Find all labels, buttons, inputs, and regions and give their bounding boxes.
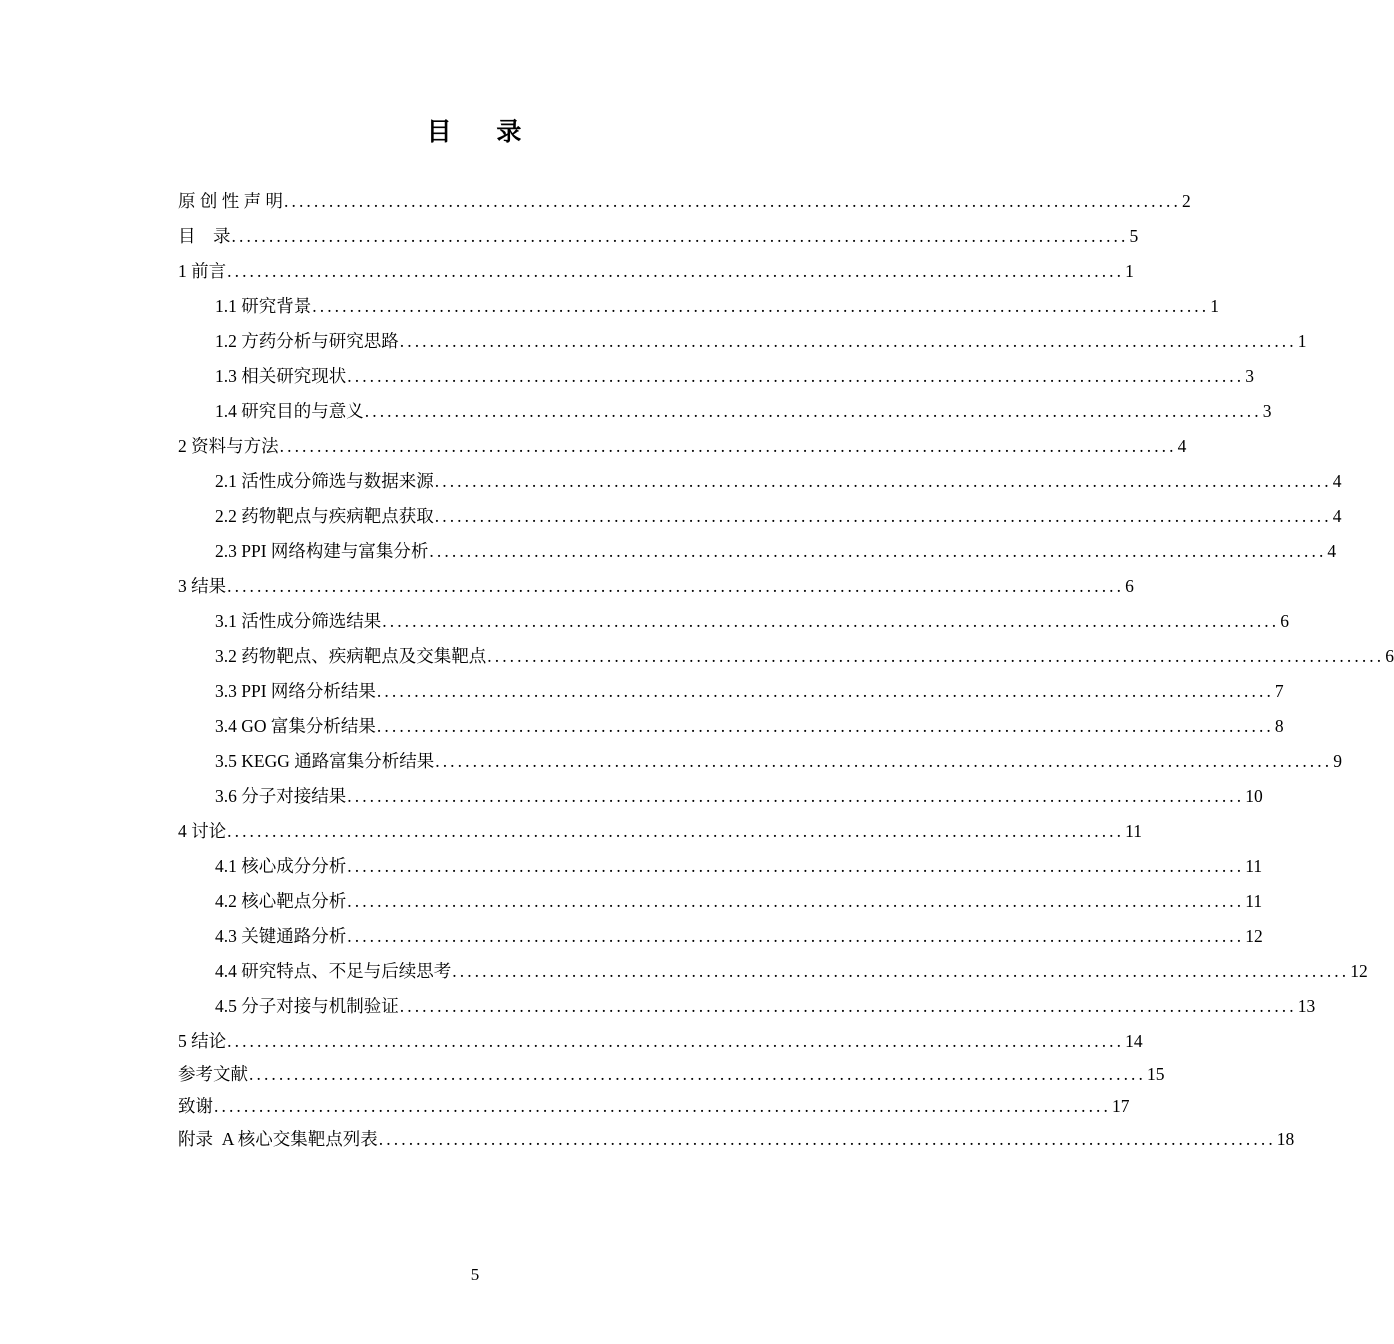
toc-entry[interactable]: [178, 672, 1284, 707]
toc-entry-label: 2.3 PPI 网络构建与富集分析: [215, 541, 429, 561]
toc-entry-page: 17: [1112, 1096, 1130, 1116]
toc-entry-label: 2.2 药物靶点与疾病靶点获取: [215, 506, 434, 526]
toc-entry-page: 10: [1245, 786, 1263, 806]
toc-entry-page: 6: [1125, 576, 1134, 596]
toc-entry-page: 9: [1333, 751, 1342, 771]
toc-entry[interactable]: [178, 637, 1394, 672]
toc-leader-dots: ........................................................................................................................: [399, 996, 1297, 1016]
toc-entry-label: 3.3 PPI 网络分析结果: [215, 681, 376, 701]
toc-entry-page: 1: [1125, 261, 1134, 281]
toc-entry[interactable]: [178, 217, 1139, 252]
toc-entry-label: 4.1 核心成分分析: [215, 856, 347, 876]
toc-entry[interactable]: [178, 882, 1263, 917]
toc-leader-dots: ........................................................................................................................: [312, 296, 1210, 316]
toc-entry[interactable]: [178, 497, 1342, 532]
toc-entry[interactable]: [178, 357, 1254, 392]
toc-entry-page: 2: [1182, 191, 1191, 211]
page-number: 5: [470, 1265, 480, 1284]
toc-entry[interactable]: [178, 952, 1368, 987]
toc-entry-page: 7: [1274, 681, 1284, 701]
toc-leader-dots: ........................................................................................................................: [429, 541, 1327, 561]
toc-entry-page: 11: [1245, 856, 1263, 876]
toc-entry-label: 5 结论: [178, 1031, 227, 1051]
toc-entry[interactable]: [178, 1057, 1165, 1090]
toc-entry[interactable]: [178, 567, 1134, 602]
toc-leader-dots: ........................................................................................................................: [347, 856, 1245, 876]
toc-leader-dots: ........................................................................................................................: [435, 751, 1333, 771]
toc-entry[interactable]: [178, 427, 1187, 462]
toc-leader-dots: ........................................................................................................................: [434, 506, 1332, 526]
toc-entry-label: 附录 A 核心交集靶点列表: [178, 1128, 378, 1149]
toc-entry[interactable]: [178, 1122, 1295, 1155]
toc-entry-page: 6: [1385, 646, 1394, 666]
toc-entry-label: 2 资料与方法: [178, 436, 279, 456]
toc-entry-label: 致谢: [178, 1096, 213, 1116]
toc-leader-dots: ........................................................................................................................: [227, 576, 1125, 596]
toc-entry-page: 11: [1125, 821, 1142, 841]
toc-entry-page: 8: [1274, 716, 1284, 736]
toc-entry-label: 4.2 核心靶点分析: [215, 891, 347, 911]
toc-entry-label: 1.4 研究目的与意义: [215, 401, 364, 421]
toc-leader-dots: ........................................................................................................................: [227, 1031, 1125, 1051]
toc-entry-label: 3.5 KEGG 通路富集分析结果: [215, 751, 435, 771]
toc-entry-label: 2.1 活性成分筛选与数据来源: [215, 471, 434, 491]
toc-entry-label: 3.4 GO 富集分析结果: [215, 716, 376, 736]
toc-entry[interactable]: [178, 392, 1272, 427]
toc-leader-dots: ........................................................................................................................: [249, 1063, 1146, 1084]
toc-leader-dots: ........................................................................................................................: [279, 436, 1177, 456]
toc-leader-dots: ........................................................................................................................: [347, 891, 1245, 911]
toc-entry-label: 3.6 分子对接结果: [215, 786, 347, 806]
toc-entry-page: 3: [1262, 401, 1272, 421]
toc-entry-label: 4 讨论: [178, 821, 227, 841]
toc-entry-label: 4.4 研究特点、不足与后续思考: [215, 961, 452, 981]
toc-entry-page: 4: [1327, 541, 1337, 561]
toc-leader-dots: ........................................................................................................................: [347, 926, 1245, 946]
toc-leader-dots: ........................................................................................................................: [284, 191, 1181, 211]
toc-entry-page: 3: [1245, 366, 1254, 386]
toc-entry-page: 12: [1350, 961, 1368, 981]
toc-entry-page: 15: [1147, 1063, 1165, 1084]
toc-leader-dots: ........................................................................................................................: [399, 331, 1297, 351]
toc-leader-dots: ........................................................................................................................: [227, 261, 1125, 281]
toc-entry-label: 1 前言: [178, 261, 227, 281]
toc-leader-dots: ........................................................................................................................: [347, 366, 1245, 386]
toc-entry-label: 4.5 分子对接与机制验证: [215, 996, 399, 1016]
toc-entry-label: 4.3 关键通路分析: [215, 926, 347, 946]
toc-entry[interactable]: [178, 287, 1219, 322]
toc-entry[interactable]: [178, 462, 1342, 497]
toc-entry[interactable]: [178, 1090, 1130, 1123]
toc-entry-label: 3 结果: [178, 576, 227, 596]
toc-entry[interactable]: [178, 812, 1142, 847]
toc-entry[interactable]: [178, 182, 1191, 217]
toc-leader-dots: ........................................................................................................................: [487, 646, 1385, 666]
toc-entry[interactable]: [178, 987, 1316, 1022]
toc-leader-dots: ........................................................................................................................: [227, 821, 1125, 841]
toc-entry[interactable]: [178, 742, 1342, 777]
toc-entry[interactable]: [178, 1022, 1143, 1057]
toc-entry[interactable]: [178, 707, 1284, 742]
toc-leader-dots: ........................................................................................................................: [376, 681, 1274, 701]
toc-entry[interactable]: [178, 917, 1263, 952]
toc-entry-page: 12: [1245, 926, 1263, 946]
table-of-contents: [178, 182, 1394, 1155]
toc-entry-label: 目 录: [178, 226, 231, 246]
toc-entry-page: 1: [1210, 296, 1219, 316]
toc-entry[interactable]: [178, 602, 1289, 637]
toc-entry[interactable]: [178, 322, 1307, 357]
toc-entry-label: 参考文献: [178, 1063, 248, 1084]
toc-leader-dots: ........................................................................................................................: [364, 401, 1262, 421]
toc-entry-label: 3.2 药物靶点、疾病靶点及交集靶点: [215, 646, 487, 666]
toc-entry-page: 1: [1297, 331, 1307, 351]
page-title: 目 录: [426, 117, 524, 146]
toc-entry-page: 18: [1276, 1128, 1295, 1149]
toc-leader-dots: ........................................................................................................................: [376, 716, 1274, 736]
toc-entry-page: 14: [1125, 1031, 1143, 1051]
toc-leader-dots: ........................................................................................................................: [347, 786, 1245, 806]
toc-entry-page: 4: [1332, 471, 1342, 491]
toc-entry[interactable]: [178, 252, 1134, 287]
toc-entry-label: 3.1 活性成分筛选结果: [215, 611, 382, 631]
toc-entry-label: 1.2 方药分析与研究思路: [215, 331, 399, 351]
toc-entry-label: 1.3 相关研究现状: [215, 366, 347, 386]
toc-entry-label: 1.1 研究背景: [215, 296, 312, 316]
toc-entry[interactable]: [178, 777, 1263, 812]
toc-leader-dots: ........................................................................................................................: [231, 226, 1129, 246]
toc-leader-dots: ........................................................................................................................: [382, 611, 1280, 631]
toc-leader-dots: ........................................................................................................................: [378, 1128, 1276, 1149]
toc-entry-page: 6: [1280, 611, 1289, 631]
toc-entry-page: 4: [1332, 506, 1342, 526]
toc-leader-dots: ........................................................................................................................: [452, 961, 1350, 981]
toc-entry-page: 11: [1245, 891, 1263, 911]
toc-entry-page: 4: [1177, 436, 1187, 456]
toc-entry[interactable]: [178, 532, 1337, 567]
toc-leader-dots: ........................................................................................................................: [214, 1096, 1111, 1116]
toc-leader-dots: ........................................................................................................................: [434, 471, 1332, 491]
toc-entry[interactable]: [178, 847, 1263, 882]
toc-entry-page: 5: [1129, 226, 1139, 246]
toc-entry-label: 原 创 性 声 明: [178, 191, 283, 211]
toc-entry-page: 13: [1297, 996, 1316, 1016]
